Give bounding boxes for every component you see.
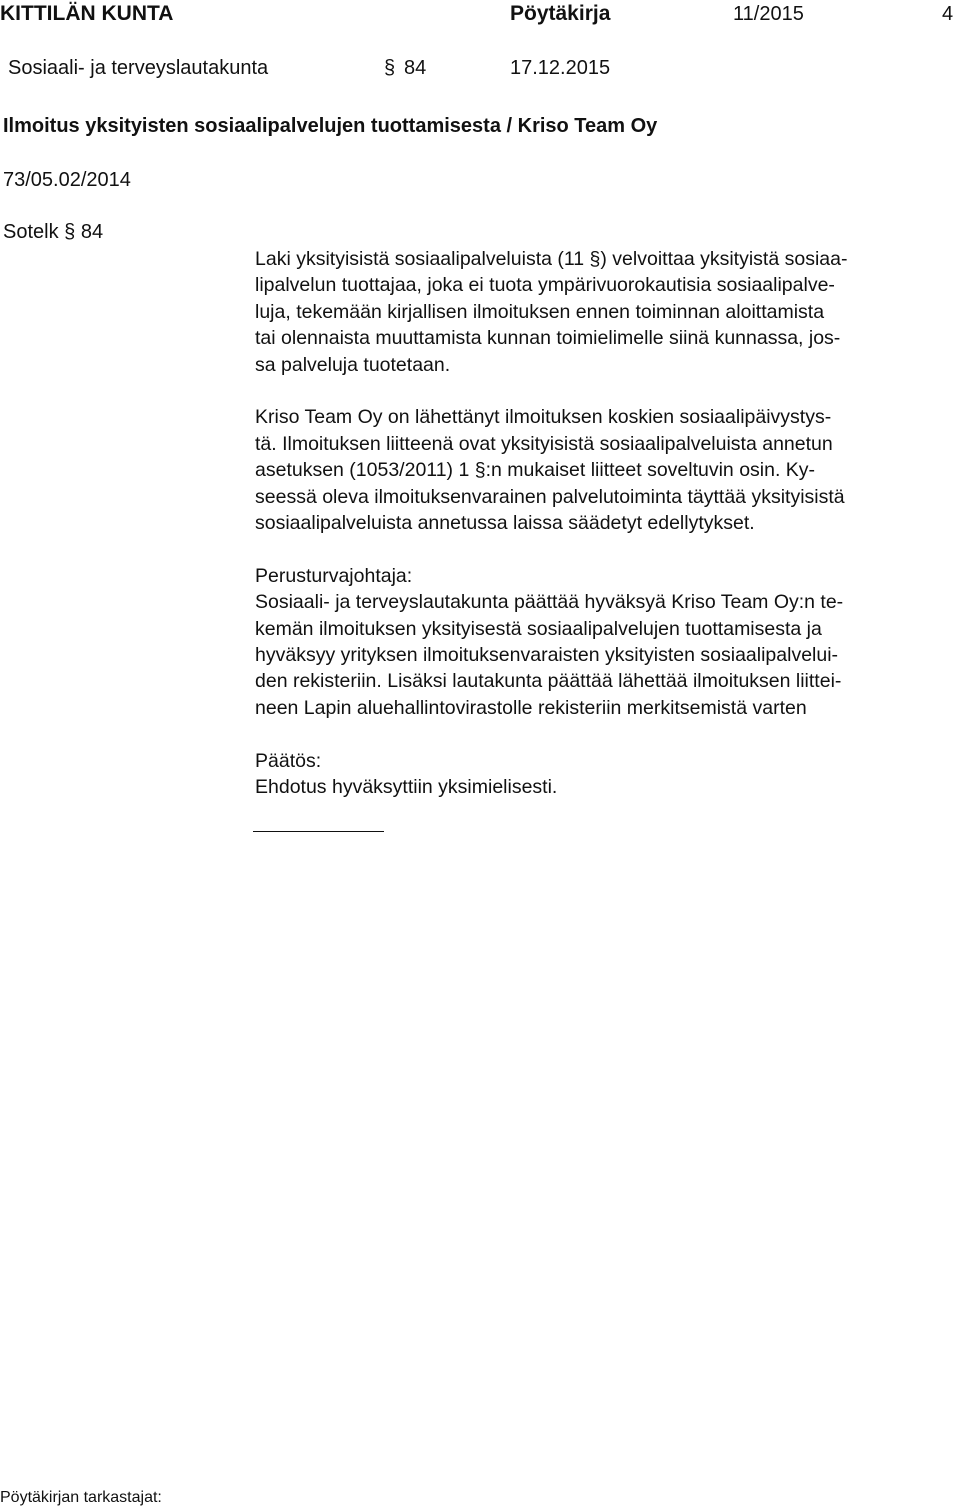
paragraph-notification (255, 404, 955, 536)
decision-text: Ehdotus hyväksyttiin yksimielisesti. (255, 776, 558, 799)
text-fragment: ) velvoittaa yksityistä sosiaa- (600, 248, 848, 270)
text-line: Kriso Team Oy on lähettänyt ilmoituksen koskien sosiaalipäivystys- (255, 406, 832, 429)
text-line: den rekisteriin. Lisäksi lautakunta päättää lähettää ilmoituksen liittei- (255, 670, 842, 693)
reference-number: 73/05.02/2014 (3, 169, 131, 191)
text-line (255, 457, 955, 483)
meeting-date: 17.12.2015 (510, 57, 611, 79)
text-fragment: Laki yksityisistä sosiaalipalveluista (11 (255, 248, 590, 270)
text-line: seessä oleva ilmoituksenvarainen palvelutoiminta täyttää yksityisistä (255, 485, 845, 508)
footer-reviewers-label: Pöytäkirjan tarkastajat: (0, 1489, 162, 1506)
side-label-number: 84 (80, 221, 104, 243)
board-name: Sosiaali- ja terveyslautakunta (8, 57, 269, 79)
text-line: Sosiaali- ja terveyslautakunta päättää hyväksyä Kriso Team Oy:n te- (255, 591, 844, 614)
page-number: 4 (942, 3, 954, 25)
text-line (255, 246, 955, 272)
text-line: hyväksyy yrityksen ilmoituksenvaraisten yksityisten sosiaalipalvelui- (255, 644, 839, 667)
text-line: tai olennaista muuttamista kunnan toimielimelle siinä kunnassa, jos- (255, 327, 841, 350)
document-body (255, 246, 955, 827)
paragraph-decision (255, 748, 955, 801)
document-number: 11/2015 (733, 3, 804, 25)
text-line: kemän ilmoituksen yksityisestä sosiaalipalvelujen tuottamisesta ja (255, 617, 822, 640)
paragraph-proposal (255, 563, 955, 721)
text-line: sa palveluja tuotetaan. (255, 353, 451, 376)
text-fragment: :n mukaiset liitteet soveltuvin osin. Ky- (485, 459, 816, 482)
section-symbol-inline: § (589, 248, 601, 270)
side-label-symbol: § (64, 221, 76, 243)
text-line: neen Lapin aluehallintovirastolle rekisteriin merkitsemistä varten (255, 696, 807, 719)
text-line: tä. Ilmoituksen liitteenä ovat yksityisistä sosiaalipalveluista annetun (255, 432, 833, 455)
text-line: luja, tekemään kirjallisen ilmoituksen ennen toiminnan aloittamista (255, 300, 825, 323)
proposal-label: Perusturvajohtaja: (255, 564, 413, 587)
side-section-label (3, 221, 103, 244)
end-separator-line (253, 831, 384, 832)
decision-label: Päätös: (255, 749, 322, 772)
text-line: sosiaalipalveluista annetussa laissa säädetyt edellytykset. (255, 512, 755, 535)
section-number: 84 (404, 57, 427, 79)
page-title: Ilmoitus yksityisten sosiaalipalvelujen tuottamisesta / Kriso Team Oy (3, 115, 658, 137)
side-label-prefix: Sotelk (3, 221, 59, 243)
section-symbol-inline: § (474, 459, 486, 482)
text-fragment: asetuksen (1053/2011) 1 (255, 459, 475, 482)
text-line: lipalvelun tuottajaa, joka ei tuota ympärivuorokautisia sosiaalipalve- (255, 274, 835, 297)
paragraph-law (255, 246, 955, 378)
document-type: Pöytäkirja (510, 2, 611, 25)
section-symbol: § (384, 57, 396, 79)
municipality-name: KITTILÄN KUNTA (0, 2, 174, 25)
